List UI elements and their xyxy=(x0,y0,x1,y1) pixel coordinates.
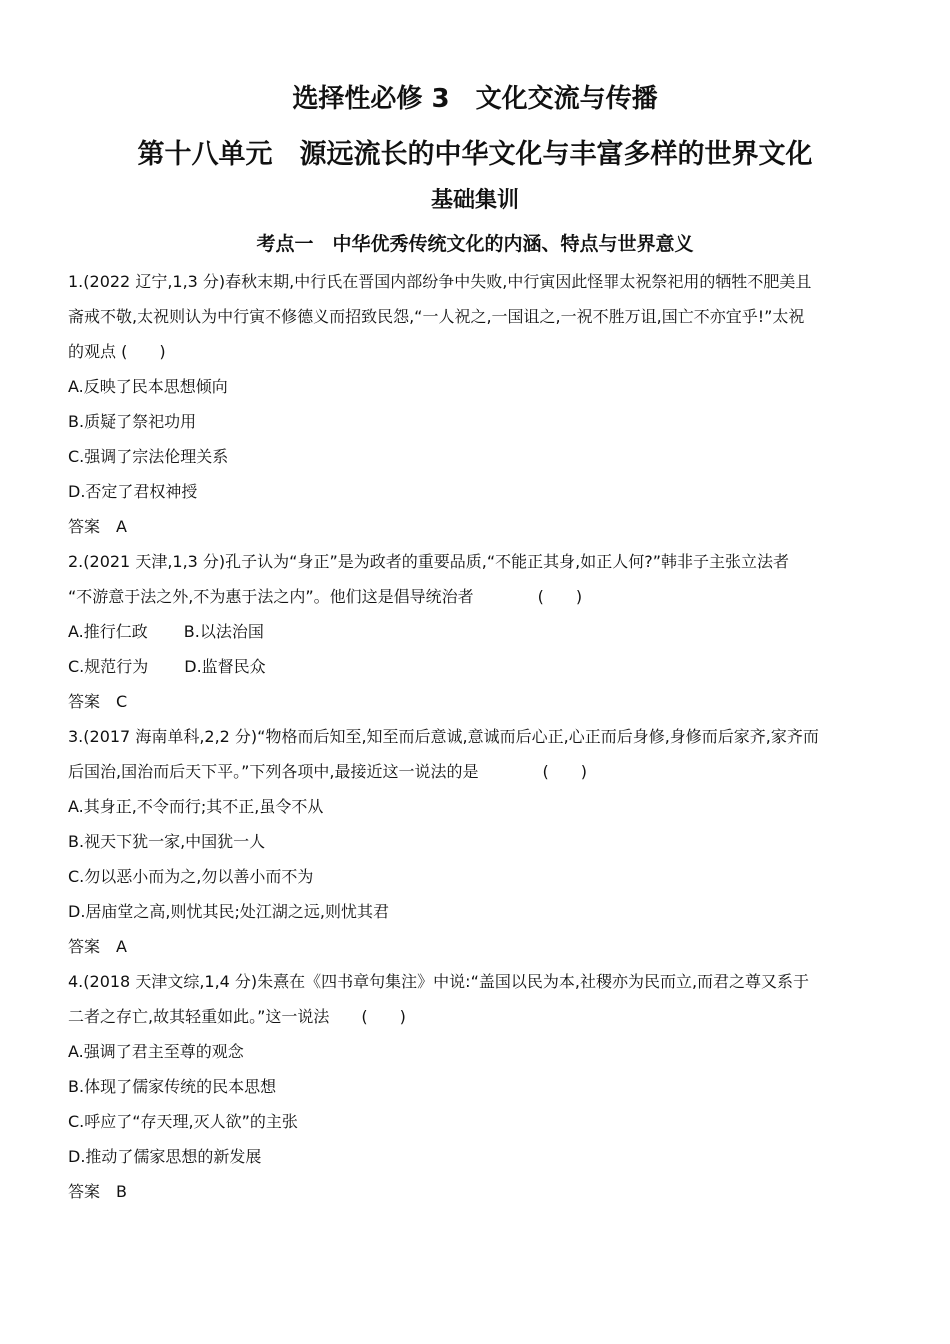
option-d: D.否定了君权神授 xyxy=(68,482,198,501)
question-4 xyxy=(68,964,880,1209)
option-d: D.推动了儒家思想的新发展 xyxy=(68,1147,262,1166)
option-a: A.推行仁政 xyxy=(68,622,148,641)
answer: 答案 C xyxy=(68,692,128,711)
answer: 答案 A xyxy=(68,937,127,956)
course-title: 选择性必修 3 文化交流与传播 xyxy=(292,84,658,114)
option-b: B.以法治国 xyxy=(183,622,264,641)
question-text-line: 二者之存亡,故其轻重如此。”这一说法 ( ) xyxy=(68,1007,406,1026)
topic-title: 考点一 中华优秀传统文化的内涵、特点与世界意义 xyxy=(256,233,694,255)
option-row xyxy=(68,649,880,684)
question-text-line: 后国治,国治而后天下平。”下列各项中,最接近这一说法的是 ( ) xyxy=(68,762,587,781)
answer: 答案 A xyxy=(68,517,127,536)
question-1 xyxy=(68,264,880,544)
option-c: C.勿以恶小而为之,勿以善小而不为 xyxy=(68,867,314,886)
option-a: A.其身正,不令而行;其不正,虽令不从 xyxy=(68,797,324,816)
option-c: C.规范行为 xyxy=(68,657,149,676)
question-text-line: “不游意于法之外,不为惠于法之内”。他们这是倡导统治者 ( ) xyxy=(68,587,583,606)
option-c: C.呼应了“存天理,灭人欲”的主张 xyxy=(68,1112,298,1131)
question-text-line: 1.(2022 辽宁,1,3 分)春秋末期,中行氏在晋国内部纷争中失败,中行寅因此怪罪太祝祭祀用的牺牲不肥美且 xyxy=(68,272,812,291)
option-b: B.体现了儒家传统的民本思想 xyxy=(68,1077,277,1096)
unit-title: 第十八单元 源远流长的中华文化与丰富多样的世界文化 xyxy=(137,139,813,170)
option-row xyxy=(68,614,880,649)
question-text-line: 斋戒不敬,太祝则认为中行寅不修德义而招致民怨,“一人祝之,一国诅之,一祝不胜万诅,国亡不亦宜乎!”太祝 xyxy=(68,307,805,326)
option-a: A.反映了民本思想倾向 xyxy=(68,377,228,396)
question-text-line: 的观点 ( ) xyxy=(68,342,166,361)
option-a: A.强调了君主至尊的观念 xyxy=(68,1042,244,1061)
question-text-line: 4.(2018 天津文综,1,4 分)朱熹在《四书章句集注》中说:“盖国以民为本,社稷亦为民而立,而君之尊又系于 xyxy=(68,972,810,991)
question-text-line: 2.(2021 天津,1,3 分)孔子认为“身正”是为政者的重要品质,“不能正其身,如正人何?”韩非子主张立法者 xyxy=(68,552,789,571)
option-b: B.质疑了祭祀功用 xyxy=(68,412,197,431)
option-c: C.强调了宗法伦理关系 xyxy=(68,447,229,466)
section-title: 基础集训 xyxy=(430,188,519,213)
question-text-line: 3.(2017 海南单科,2,2 分)“物格而后知至,知至而后意诚,意诚而后心正,心正而后身修,身修而后家齐,家齐而 xyxy=(68,727,819,746)
question-3 xyxy=(68,719,880,964)
option-d: D.监督民众 xyxy=(184,657,266,676)
option-d: D.居庙堂之高,则忧其民;处江湖之远,则忧其君 xyxy=(68,902,389,921)
question-2 xyxy=(68,544,880,719)
question-list xyxy=(68,264,880,1209)
option-b: B.视天下犹一家,中国犹一人 xyxy=(68,832,266,851)
answer: 答案 B xyxy=(68,1182,127,1201)
